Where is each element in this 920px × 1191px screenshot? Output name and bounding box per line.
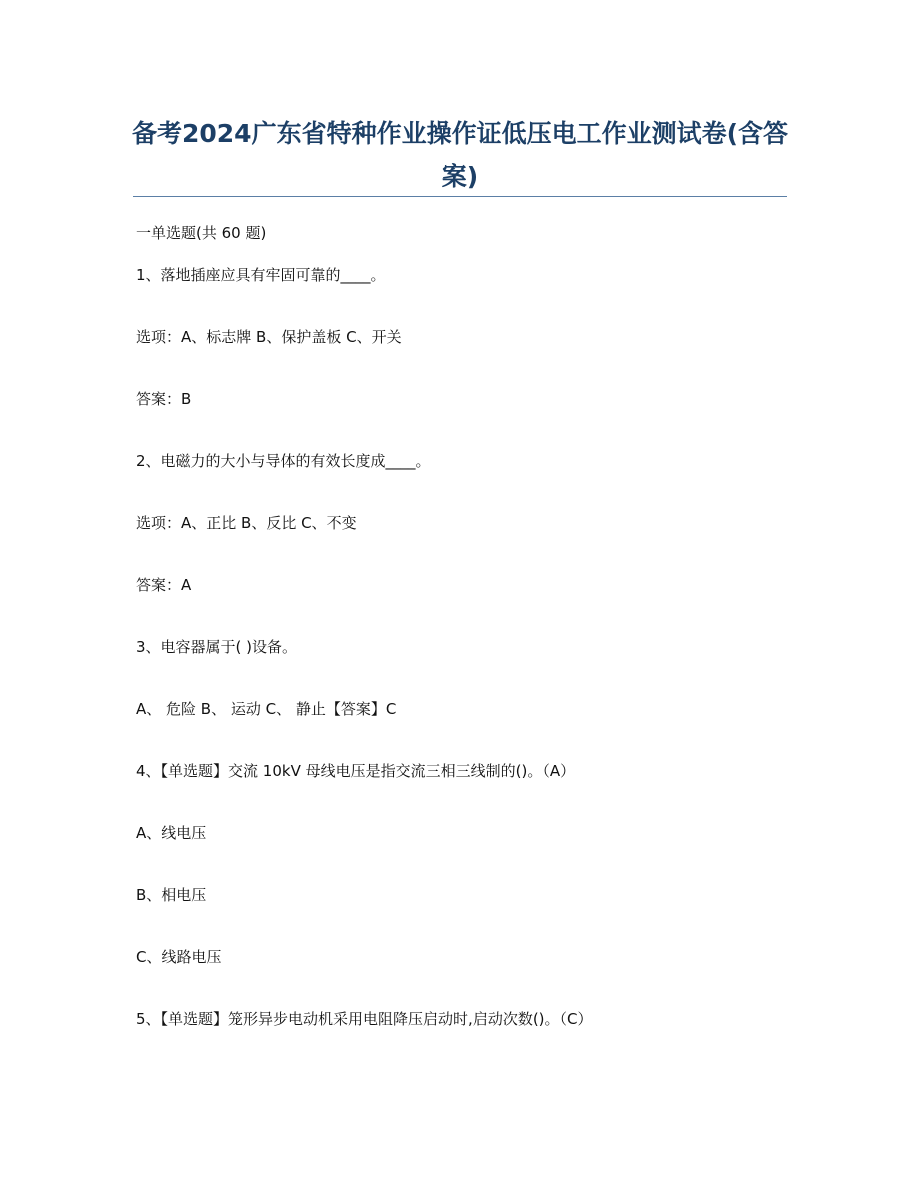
question-2-answer: 答案：A [136, 576, 192, 594]
document-title: 备考2024广东省特种作业操作证低压电工作业测试卷(含答案) [131, 119, 788, 191]
question-4-option-a: A、线电压 [136, 824, 207, 842]
question-3: 3、电容器属于( )设备。 [136, 638, 298, 656]
question-4: 4、【单选题】交流 10kV 母线电压是指交流三相三线制的()。（A） [136, 762, 576, 780]
section-heading: 一单选题(共 60 题) [136, 224, 267, 242]
question-2-options: 选项：A、正比 B、反比 C、不变 [136, 514, 357, 532]
question-5: 5、【单选题】笼形异步电动机采用电阻降压启动时,启动次数()。（C） [136, 1010, 593, 1028]
question-1: 1、落地插座应具有牢固可靠的____。 [136, 266, 386, 284]
question-1-options: 选项：A、标志牌 B、保护盖板 C、开关 [136, 328, 402, 346]
title-divider [133, 196, 787, 197]
question-1-answer: 答案：B [136, 390, 192, 408]
question-4-option-b: B、相电压 [136, 886, 207, 904]
question-4-option-c: C、线路电压 [136, 948, 222, 966]
question-3-options-answer: A、 危险 B、 运动 C、 静止【答案】C [136, 700, 397, 718]
question-2: 2、电磁力的大小与导体的有效长度成____。 [136, 452, 431, 470]
